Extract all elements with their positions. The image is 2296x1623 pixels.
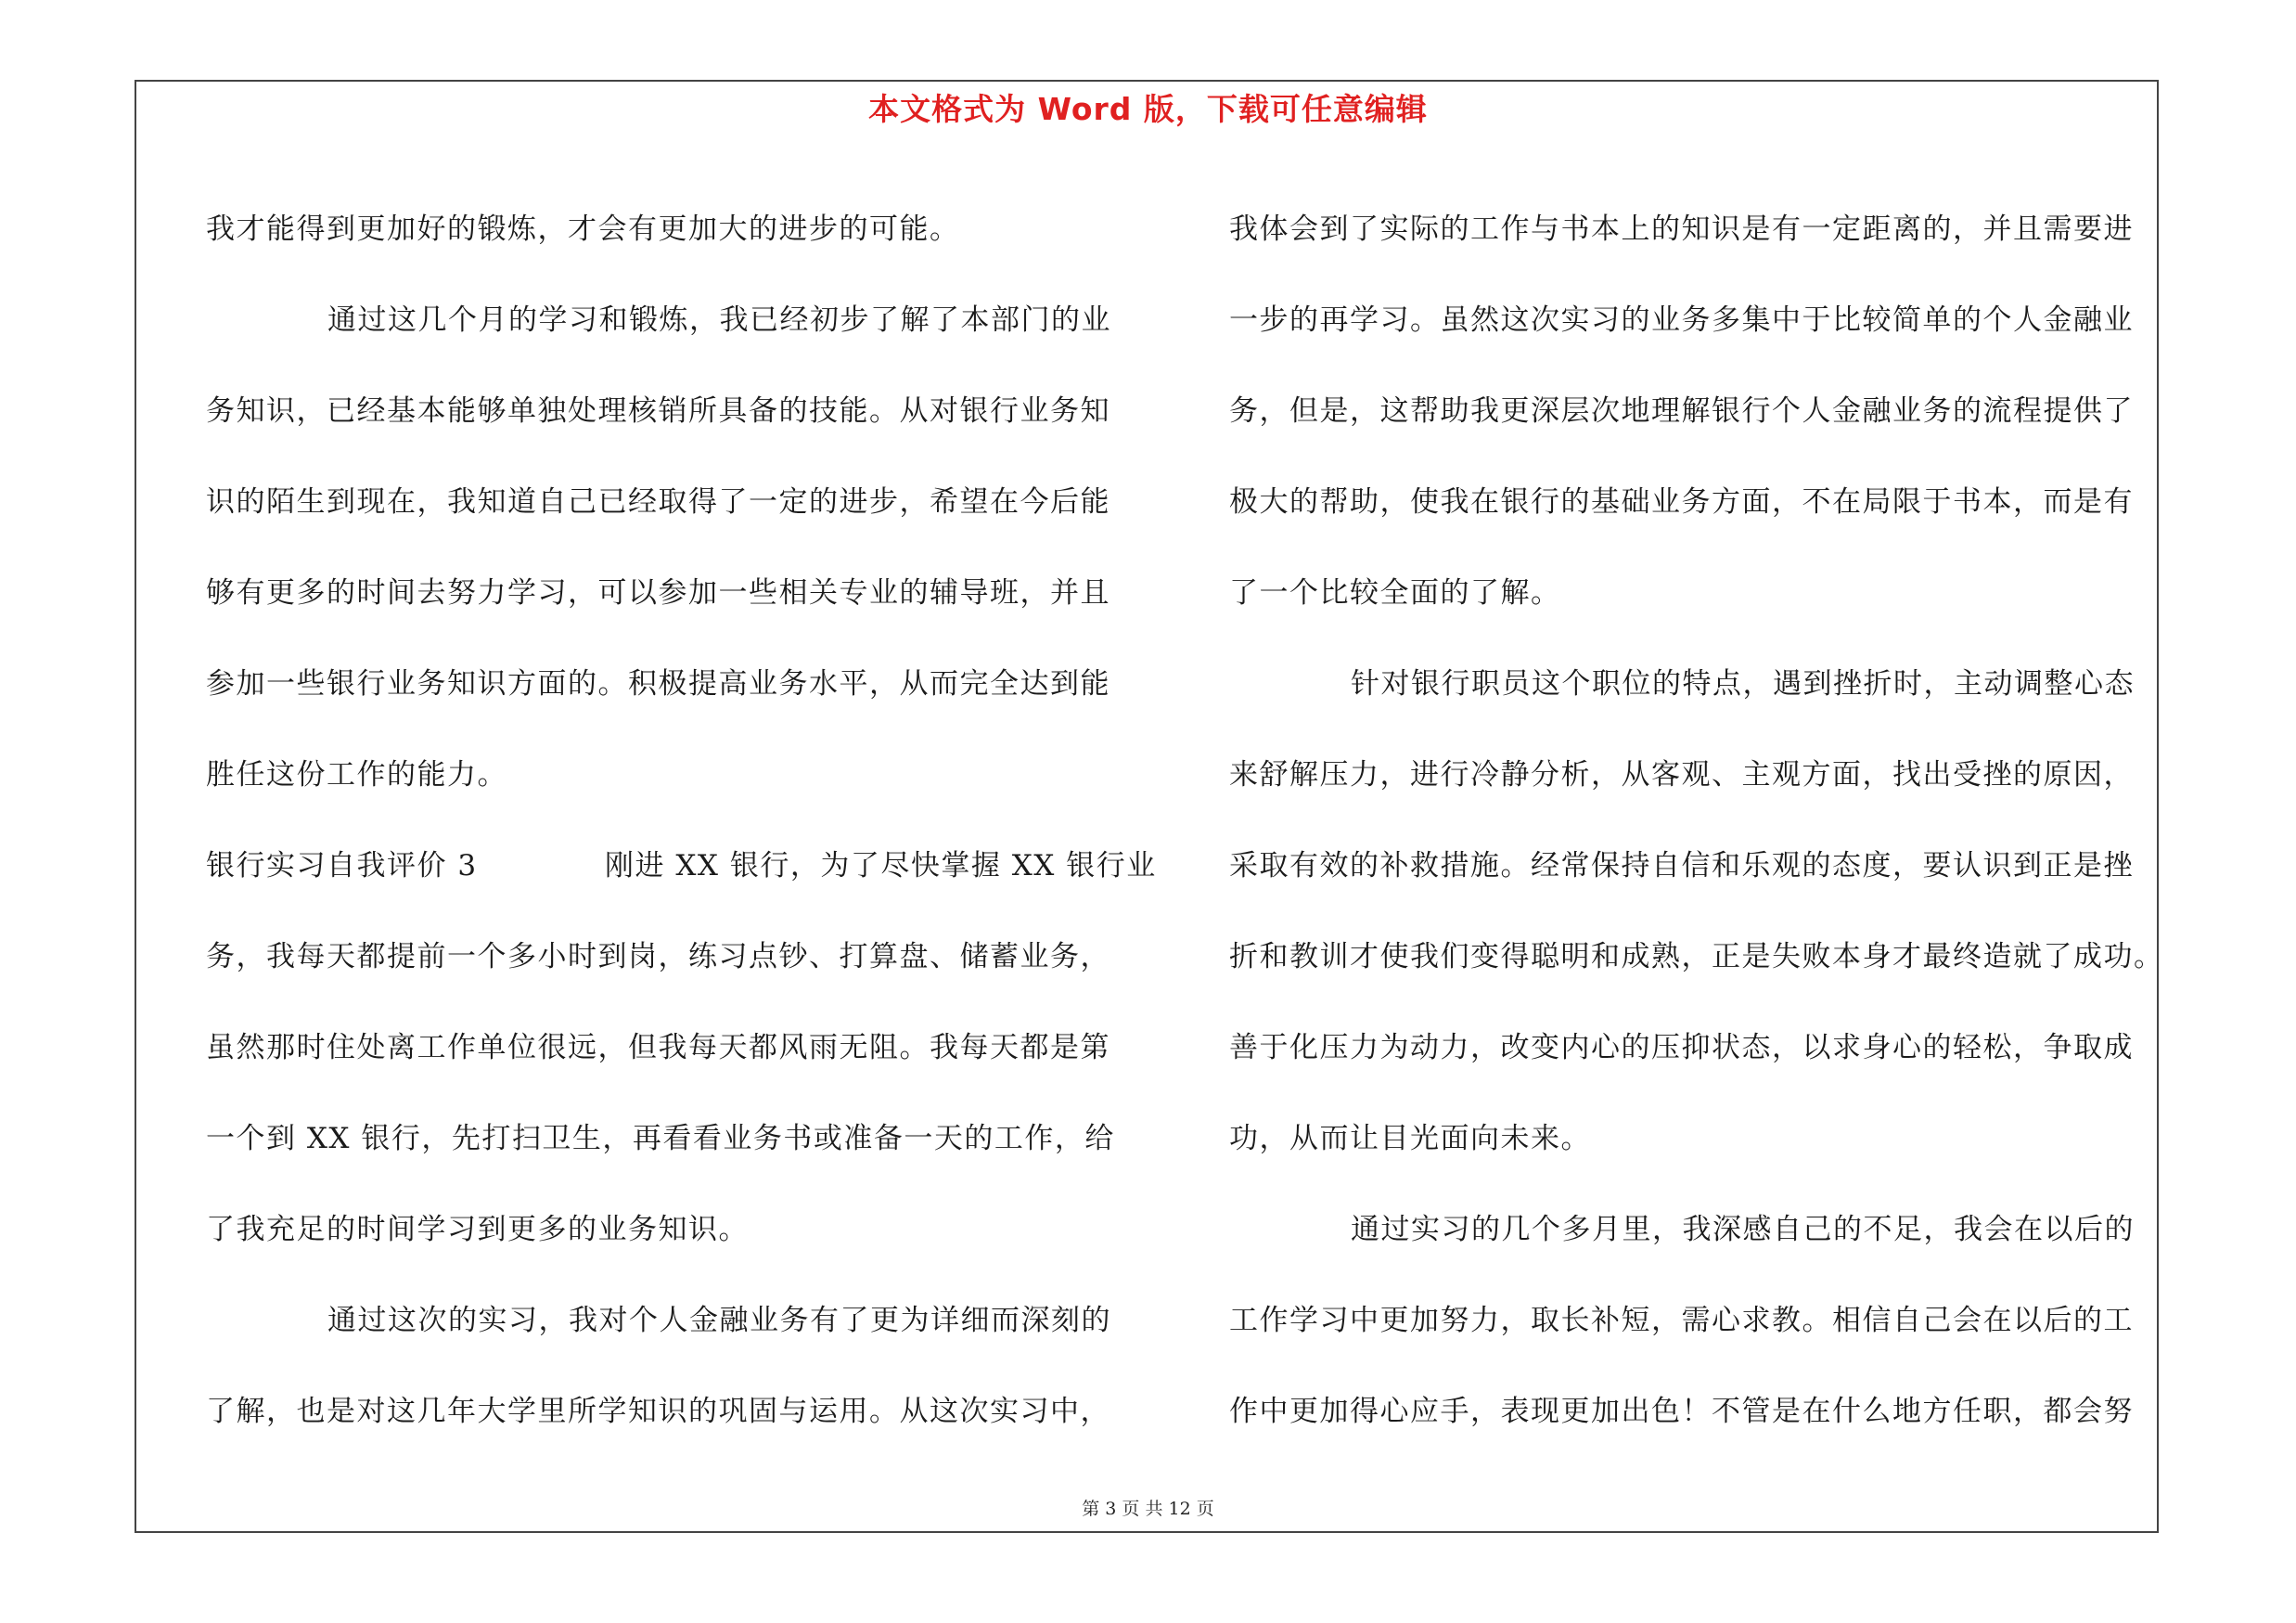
section-heading-line — [206, 820, 1157, 911]
left-text-column — [206, 184, 1157, 1457]
section-heading: 银行实习自我评价 3 — [206, 849, 478, 882]
text-line: 了我充足的时间学习到更多的业务知识。 — [206, 1213, 749, 1246]
text-line: 我才能得到更加好的锻炼，才会有更加大的进步的可能。 — [206, 213, 960, 246]
text-line: 通过实习的几个多月里，我深感自己的不足，我会在以后的 — [1351, 1213, 2135, 1246]
text-line: 虽然那时住处离工作单位很远，但我每天都风雨无阻。我每天都是第 — [206, 1031, 1110, 1064]
text-line: 我体会到了实际的工作与书本上的知识是有一定距离的，并且需要进 — [1229, 213, 2134, 246]
page-number-footer: 第 3 页 共 12 页 — [1082, 1499, 1214, 1519]
text-line: 针对银行职员这个职位的特点，遇到挫折时，主动调整心态 — [1351, 667, 2135, 701]
text-line: 通过这次的实习，我对个人金融业务有了更为详细而深刻的 — [327, 1304, 1111, 1337]
text-line: 刚进 XX 银行，为了尽快掌握 XX 银行业 — [605, 849, 1157, 882]
text-line: 务，但是，这帮助我更深层次地理解银行个人金融业务的流程提供了 — [1229, 394, 2134, 428]
text-line: 通过这几个月的学习和锻炼，我已经初步了解了本部门的业 — [327, 303, 1111, 337]
text-line: 务知识，已经基本能够单独处理核销所具备的技能。从对银行业务知 — [206, 394, 1110, 428]
text-line: 功，从而让目光面向未来。 — [1229, 1122, 1591, 1155]
text-line: 一步的再学习。虽然这次实习的业务多集中于比较简单的个人金融业 — [1229, 303, 2134, 337]
text-line: 善于化压力为动力，改变内心的压抑状态，以求身心的轻松，争取成 — [1229, 1031, 2134, 1064]
text-line: 了一个比较全面的了解。 — [1229, 576, 1561, 610]
text-line: 极大的帮助，使我在银行的基础业务方面，不在局限于书本，而是有 — [1229, 485, 2134, 519]
text-line: 够有更多的时间去努力学习，可以参加一些相关专业的辅导班，并且 — [206, 576, 1110, 610]
text-line: 了解，也是对这几年大学里所学知识的巩固与运用。从这次实习中， — [206, 1395, 1110, 1428]
text-line: 参加一些银行业务知识方面的。积极提高业务水平，从而完全达到能 — [206, 667, 1110, 701]
text-line: 工作学习中更加努力，取长补短，需心求教。相信自己会在以后的工 — [1229, 1304, 2134, 1337]
text-line: 胜任这份工作的能力。 — [206, 758, 507, 792]
text-line: 采取有效的补救措施。经常保持自信和乐观的态度，要认识到正是挫 — [1229, 849, 2134, 882]
text-line: 折和教训才使我们变得聪明和成熟，正是失败本身才最终造就了成功。 — [1229, 940, 2164, 973]
right-text-column — [1229, 184, 2164, 1457]
text-line: 来舒解压力，进行冷静分析，从客观、主观方面，找出受挫的原因， — [1229, 758, 2134, 792]
text-line: 务，我每天都提前一个多小时到岗，练习点钞、打算盘、储蓄业务， — [206, 940, 1110, 973]
word-format-banner: 本文格式为 Word 版，下载可任意编辑 — [868, 91, 1428, 127]
text-line: 识的陌生到现在，我知道自己已经取得了一定的进步，希望在今后能 — [206, 485, 1110, 519]
text-line: 一个到 XX 银行，先打扫卫生，再看看业务书或准备一天的工作，给 — [206, 1122, 1115, 1155]
text-line: 作中更加得心应手，表现更加出色！不管是在什么地方任职，都会努 — [1229, 1395, 2134, 1428]
